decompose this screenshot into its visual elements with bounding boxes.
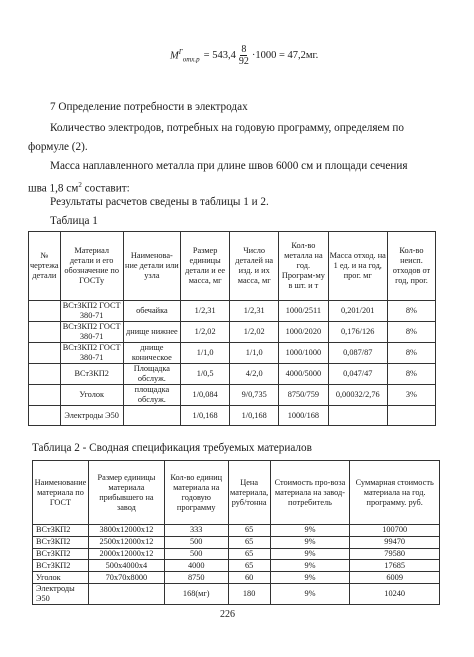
- table-cell: 0,047/47: [328, 364, 387, 385]
- table-cell: [29, 322, 61, 343]
- formula-fraction: [239, 44, 249, 67]
- table-cell: 1/0,084: [181, 385, 230, 406]
- table-cell: 500: [164, 548, 228, 560]
- table-cell: 100700: [350, 525, 440, 537]
- table-cell: [123, 406, 180, 426]
- table-cell: 1/2,02: [181, 322, 230, 343]
- table-cell: 8750/759: [279, 385, 328, 406]
- table-cell: [328, 406, 387, 426]
- formula: [170, 44, 318, 67]
- paragraph-2-suffix: составит:: [81, 182, 130, 195]
- table-cell: Уголок: [60, 385, 123, 406]
- table-1-header-row: [29, 232, 436, 301]
- table-cell: 65: [228, 525, 270, 537]
- table-cell: 1/2,31: [230, 301, 279, 322]
- table-row: [29, 406, 436, 426]
- table-cell: ВСтЗКП2 ГОСТ 380-71: [60, 343, 123, 364]
- table-cell: ВСтЗКП2: [33, 560, 89, 572]
- table-row: [29, 343, 436, 364]
- table-cell: 10240: [350, 583, 440, 604]
- formula-numerator: 8: [241, 44, 247, 55]
- table-2-header-cell: Размер единицы материала прибывшего на завод: [88, 461, 164, 525]
- table-2-header-cell: Цена материала, руб/тонна: [228, 461, 270, 525]
- table-cell: 9/0,735: [230, 385, 279, 406]
- table-2: [32, 460, 440, 605]
- table-cell: 180: [228, 583, 270, 604]
- table-1-header-cell: Число деталей на изд. и их масса, мг: [230, 232, 279, 301]
- paragraph-1-line-1: Количество электродов, потребных на годовую программу, определяем по: [50, 122, 404, 134]
- table-cell: днище нижнее: [123, 322, 180, 343]
- table-1-header-cell: Материал детали и его обозначение по ГОСТу: [60, 232, 123, 301]
- table-cell: 8750: [164, 572, 228, 584]
- table-cell: 0,00032/2,76: [328, 385, 387, 406]
- table-cell: [29, 301, 61, 322]
- table-cell: Электроды Э50: [33, 583, 89, 604]
- table-cell: ВСтЗКП2 ГОСТ 380-71: [60, 322, 123, 343]
- table-cell: 333: [164, 525, 228, 537]
- table-1-header-cell: № чертежа детали: [29, 232, 61, 301]
- table-cell: 4000/5000: [279, 364, 328, 385]
- table-row: [33, 560, 440, 572]
- table-2-header-cell: Стоимость про-возa материала на завод-потребитель: [270, 461, 350, 525]
- table-1-header-cell: Размер единицы детали и ее масса, мг: [181, 232, 230, 301]
- table-cell: 1/0,168: [181, 406, 230, 426]
- formula-symbol: M: [170, 50, 179, 62]
- paragraph-1-line-2: формуле (2).: [28, 141, 88, 153]
- table-cell: 4000: [164, 560, 228, 572]
- table-cell: [88, 583, 164, 604]
- table-cell: [29, 343, 61, 364]
- table-cell: 9%: [270, 548, 350, 560]
- table-cell: 60: [228, 572, 270, 584]
- table-cell: 70х70х8000: [88, 572, 164, 584]
- table-row: [33, 583, 440, 604]
- table-cell: 8%: [387, 364, 435, 385]
- formula-value: = 543,4: [203, 50, 236, 61]
- table-cell: площадка обслуж.: [123, 385, 180, 406]
- table-row: [29, 385, 436, 406]
- table-cell: 79580: [350, 548, 440, 560]
- table-cell: 9%: [270, 525, 350, 537]
- table-cell: 1/2,31: [181, 301, 230, 322]
- table-row: [29, 322, 436, 343]
- table-cell: 1000/2511: [279, 301, 328, 322]
- table-cell: 65: [228, 536, 270, 548]
- table-cell: 1/2,02: [230, 322, 279, 343]
- table-2-header-cell: Кол-во единиц материала на годовую программу: [164, 461, 228, 525]
- table-cell: обечайка: [123, 301, 180, 322]
- table-cell: 1/0,5: [181, 364, 230, 385]
- table-1-header-cell: Кол-во металла на год. Програм-му в шт. и т: [279, 232, 328, 301]
- table-cell: 9%: [270, 583, 350, 604]
- paragraph-2-line-1: Масса наплавленного металла при длине швов 6000 см и площади сечения: [50, 160, 408, 172]
- table-cell: 65: [228, 560, 270, 572]
- table-cell: 1/1,0: [230, 343, 279, 364]
- table-cell: 8%: [387, 343, 435, 364]
- table-cell: 2500х12000х12: [88, 536, 164, 548]
- table-cell: [29, 385, 61, 406]
- table-cell: 3800х12000х12: [88, 525, 164, 537]
- table-cell: 168(мг): [164, 583, 228, 604]
- paragraph-2-line-2: [28, 178, 130, 196]
- formula-tail: ·1000 = 47,2мг.: [251, 50, 319, 61]
- table-1: [28, 231, 436, 426]
- table-cell: 6009: [350, 572, 440, 584]
- table-cell: днище коническое: [123, 343, 180, 364]
- table-cell: 0,176/126: [328, 322, 387, 343]
- page-number: 226: [220, 609, 235, 620]
- table-cell: 8%: [387, 322, 435, 343]
- table-cell: Уголок: [33, 572, 89, 584]
- table-cell: 500: [164, 536, 228, 548]
- paragraph-2-sup: 2: [78, 181, 82, 189]
- formula-denominator: 92: [238, 56, 249, 67]
- table-cell: 0,201/201: [328, 301, 387, 322]
- table-cell: 2000х12000х12: [88, 548, 164, 560]
- table-cell: ВСтЗКП2: [33, 548, 89, 560]
- table-cell: 1000/168: [279, 406, 328, 426]
- table-cell: 3%: [387, 385, 435, 406]
- table-cell: [387, 406, 435, 426]
- table-cell: 17685: [350, 560, 440, 572]
- table-cell: 500х4000х4: [88, 560, 164, 572]
- table-row: [33, 572, 440, 584]
- formula-sup: Г: [178, 47, 183, 56]
- table-cell: ВСтЗКП2: [33, 525, 89, 537]
- table-row: [29, 301, 436, 322]
- table-cell: 9%: [270, 536, 350, 548]
- table-2-header-row: [33, 461, 440, 525]
- table-2-caption: Таблица 2 - Сводная спецификация требуемых материалов: [32, 442, 312, 454]
- table-cell: 1/0,168: [230, 406, 279, 426]
- paragraph-3: Результаты расчетов сведены в таблицы 1 и 2.: [50, 196, 269, 208]
- table-cell: [29, 406, 61, 426]
- table-cell: [29, 364, 61, 385]
- table-2-header-cell: Наименование материала по ГОСТ: [33, 461, 89, 525]
- formula-sub: отх.р: [182, 55, 200, 64]
- paragraph-2-prefix: шва 1,8 см: [28, 182, 79, 195]
- table-cell: 4/2,0: [230, 364, 279, 385]
- table-2-header-cell: Суммарная стоимость материала на год. программу. руб.: [350, 461, 440, 525]
- table-1-header-cell: Кол-во неисп. отходов от год, прог.: [387, 232, 435, 301]
- table-cell: 65: [228, 548, 270, 560]
- table-1-header-cell: Масса отход. на 1 ед. и на год, прог. мг: [328, 232, 387, 301]
- table-cell: 1/1,0: [181, 343, 230, 364]
- table-row: [33, 548, 440, 560]
- table-cell: 1000/1000: [279, 343, 328, 364]
- table-cell: 1000/2020: [279, 322, 328, 343]
- formula-lhs: [170, 48, 200, 64]
- table-cell: 9%: [270, 560, 350, 572]
- table-cell: Площадка обслуж.: [123, 364, 180, 385]
- table-row: [33, 536, 440, 548]
- table-cell: 9%: [270, 572, 350, 584]
- table-1-header-cell: Наименова-ние детали или узла: [123, 232, 180, 301]
- table-row: [33, 525, 440, 537]
- table-cell: 0,087/87: [328, 343, 387, 364]
- section-heading: 7 Определение потребности в электродах: [50, 101, 248, 113]
- table-cell: ВСтЗКП2: [60, 364, 123, 385]
- table-cell: ВСтЗКП2 ГОСТ 380-71: [60, 301, 123, 322]
- table-1-caption: Таблица 1: [50, 215, 98, 227]
- table-cell: Электроды Э50: [60, 406, 123, 426]
- table-cell: ВСтЗКП2: [33, 536, 89, 548]
- table-cell: 8%: [387, 301, 435, 322]
- table-row: [29, 364, 436, 385]
- table-cell: 99470: [350, 536, 440, 548]
